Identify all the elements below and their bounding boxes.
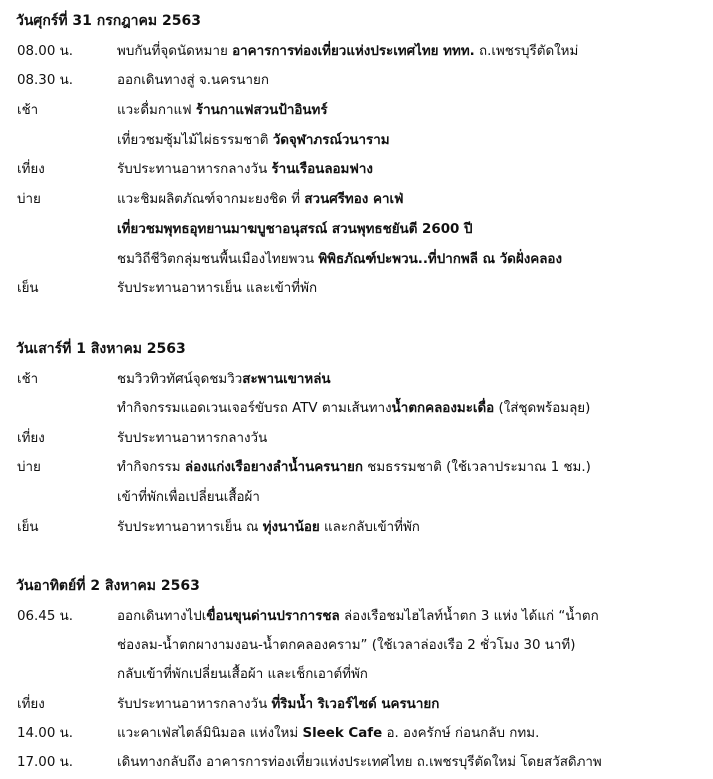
activity-text: รับประทานอาหารกลางวัน [117,431,268,446]
time-label: เช้า [17,103,39,118]
activity-text: พบกันที่จุดนัดหมาย อาคารการท่องเที่ยวแห่งประเทศไทย ททท. ถ.เพชรบุรีตัดใหม่ [117,44,579,59]
schedule-row [0,368,713,394]
schedule-row [0,69,713,95]
time-label: บ่าย [17,460,41,475]
day-heading: วันอาทิตย์ที่ 2 สิงหาคม 2563 [16,578,200,594]
time-label: เย็น [17,520,39,535]
activity-text: กลับเข้าที่พักเปลี่ยนเสื้อผ้า และเช็กเอาต์ที่พัก [117,667,368,682]
activity-text: แวะชิมผลิตภัณฑ์จากมะยงชิด ที่ สวนศรีทอง คาเฟ่ [117,192,404,207]
schedule-row [0,693,713,719]
schedule-row [0,158,713,184]
time-label: 08.00 น. [17,44,74,59]
schedule-row [0,397,713,423]
schedule-row [0,277,713,303]
activity-text: ช่องลม-น้ำตกผางามงอน-น้ำตกคลองคราม” (ใช้เวลาล่องเรือ 2 ชั่วโมง 30 นาที) [117,638,576,653]
schedule-row [0,751,713,777]
activity-text: ออกเดินทางไปเขื่อนขุนด่านปราการชล ล่องเรือชมไฮไลท์น้ำตก 3 แห่ง ได้แก่ “น้ำตก [117,609,599,624]
time-label: เที่ยง [17,162,45,177]
time-label: 14.00 น. [17,726,74,741]
schedule-row [0,456,713,482]
time-label: 17.00 น. [17,755,74,770]
activity-text: รับประทานอาหารเย็น ณ ทุ่งนาน้อย และกลับเข้าที่พัก [117,520,420,535]
activity-text: เดินทางกลับถึง อาคารการท่องเที่ยวแห่งประเทศไทย ถ.เพชรบุรีตัดใหม่ โดยสวัสดิภาพ [117,755,602,770]
activity-text: เข้าที่พักเพื่อเปลี่ยนเสื้อผ้า [117,490,260,505]
time-label: บ่าย [17,192,41,207]
schedule-row [0,722,713,748]
schedule-row [0,427,713,453]
time-label: 08.30 น. [17,73,74,88]
activity-text: แวะคาเฟ่สไตล์มินิมอล แห่งใหม่ Sleek Cafe อ. องครักษ์ ก่อนกลับ กทม. [117,726,540,741]
activity-text: ชมวิถีชีวิตกลุ่มชนพื้นเมืองไทยพวน พิพิธภัณฑ์ปะพวน..ที่ปากพลี ณ วัดฝั่งคลอง [117,252,562,267]
activity-text: รับประทานอาหารกลางวัน ที่ริมน้ำ ริเวอร์ไซด์ นครนายก [117,697,440,712]
activity-text: รับประทานอาหารเย็น และเข้าที่พัก [117,281,318,296]
schedule-row [0,218,713,244]
schedule-row [0,40,713,66]
activity-text: แวะดื่มกาแฟ ร้านกาแฟสวนป้าอินทร์ [117,103,328,118]
schedule-row [0,663,713,689]
schedule-row [0,516,713,542]
activity-text: ออกเดินทางสู่ จ.นครนายก [117,73,269,88]
activity-text: ทำกิจกรรม ล่องแก่งเรือยางลำน้ำนครนายก ชมธรรมชาติ (ใช้เวลาประมาณ 1 ชม.) [117,460,591,475]
activity-text: ชมวิวทิวทัศน์จุดชมวิวสะพานเขาหล่น [117,372,331,387]
activity-text: ทำกิจกรรมแอดเวนเจอร์ขับรถ ATV ตามเส้นทางน้ำตกคลองมะเดื่อ (ใส่ชุดพร้อมลุย) [117,401,591,416]
schedule-row [0,99,713,125]
schedule-row [0,129,713,155]
schedule-row [0,486,713,512]
activity-text: เที่ยวชมพุทธอุทยานมาฆบูชาอนุสรณ์ สวนพุทธชยันตี 2600 ปี [117,222,473,237]
schedule-row [0,188,713,214]
schedule-row [0,605,713,631]
time-label: เที่ยง [17,431,45,446]
time-label: 06.45 น. [17,609,74,624]
activity-text: เที่ยวชมซุ้มไม้ไผ่ธรรมชาติ วัดจุฬาภรณ์วนาราม [117,133,390,148]
time-label: เช้า [17,372,39,387]
day-heading: วันเสาร์ที่ 1 สิงหาคม 2563 [16,341,186,357]
time-label: เย็น [17,281,39,296]
schedule-row [0,634,713,660]
day-heading: วันศุกร์ที่ 31 กรกฎาคม 2563 [16,13,201,29]
time-label: เที่ยง [17,697,45,712]
activity-text: รับประทานอาหารกลางวัน ร้านเรือนลอมฟาง [117,162,373,177]
schedule-row [0,248,713,274]
